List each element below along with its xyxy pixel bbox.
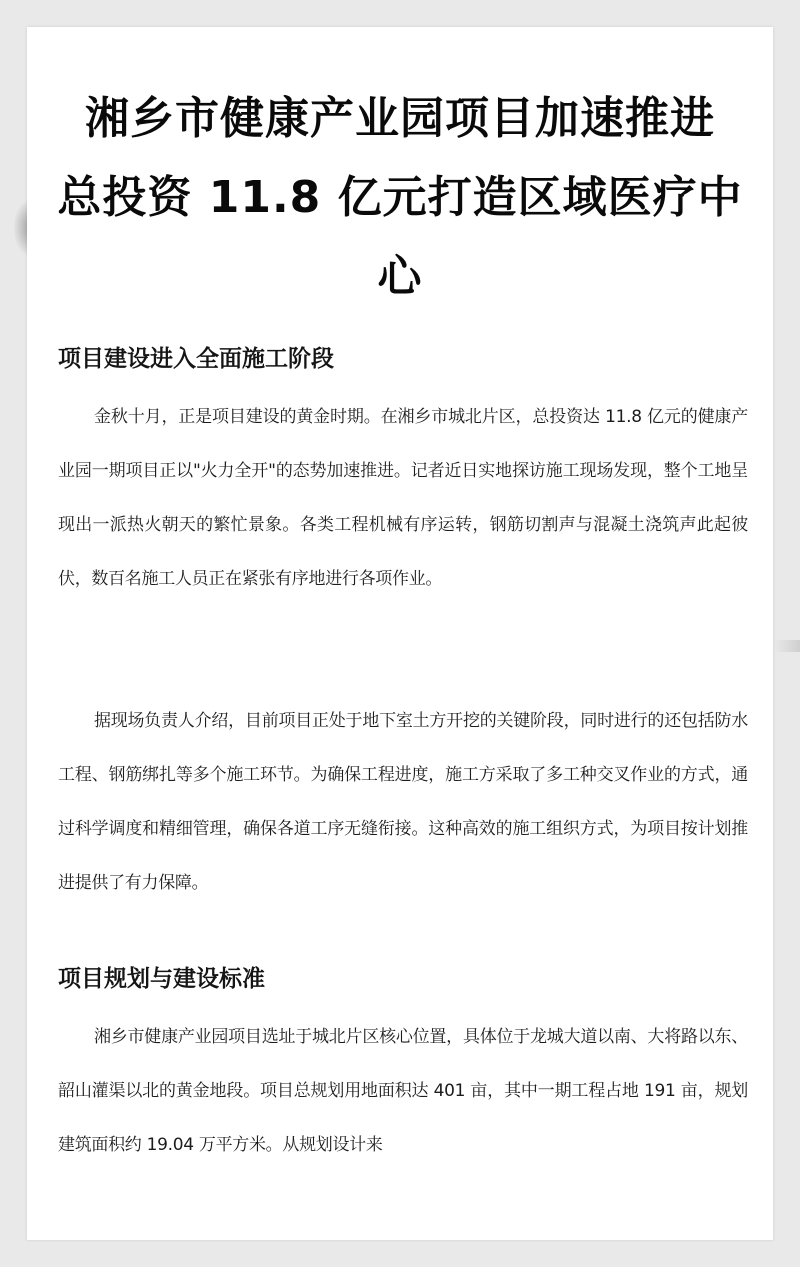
- article-title: 湘乡市健康产业园项目加速推进 总投资 11.8 亿元打造区域医疗中心: [57, 93, 743, 302]
- document-page: [27, 27, 773, 1240]
- background-page-edge: [774, 640, 800, 652]
- paragraph: 金秋十月，正是项目建设的黄金时期。在湘乡市城北片区，总投资达 11.8 亿元的健康产业园一期项目正以"火力全开"的态势加速推进。记者近日实地探访施工现场发现，整个工地呈现出一派热火朝天的繁忙景象。各类工程机械有序运转，钢筋切割声与混凝土浇筑声此起彼伏，数百名施工人员正在紧张有序地进行各项作业。: [58, 407, 748, 589]
- paragraph: 湘乡市健康产业园项目选址于城北片区核心位置，具体位于龙城大道以南、大将路以东、韶山灌渠以北的黄金地段。项目总规划用地面积达 401 亩，其中一期工程占地 191 亩，规划建筑面积约 19.04 万平方米。从规划设计来: [58, 1027, 748, 1155]
- section-heading-construction: 项目建设进入全面施工阶段: [58, 346, 334, 372]
- paragraph: 据现场负责人介绍，目前项目正处于地下室土方开挖的关键阶段，同时进行的还包括防水工程、钢筋绑扎等多个施工环节。为确保工程进度，施工方采取了多工种交叉作业的方式，通过科学调度和精细管理，确保各道工序无缝衔接。这种高效的施工组织方式，为项目按计划推进提供了有力保障。: [58, 711, 748, 893]
- section-heading-planning: 项目规划与建设标准: [58, 966, 265, 992]
